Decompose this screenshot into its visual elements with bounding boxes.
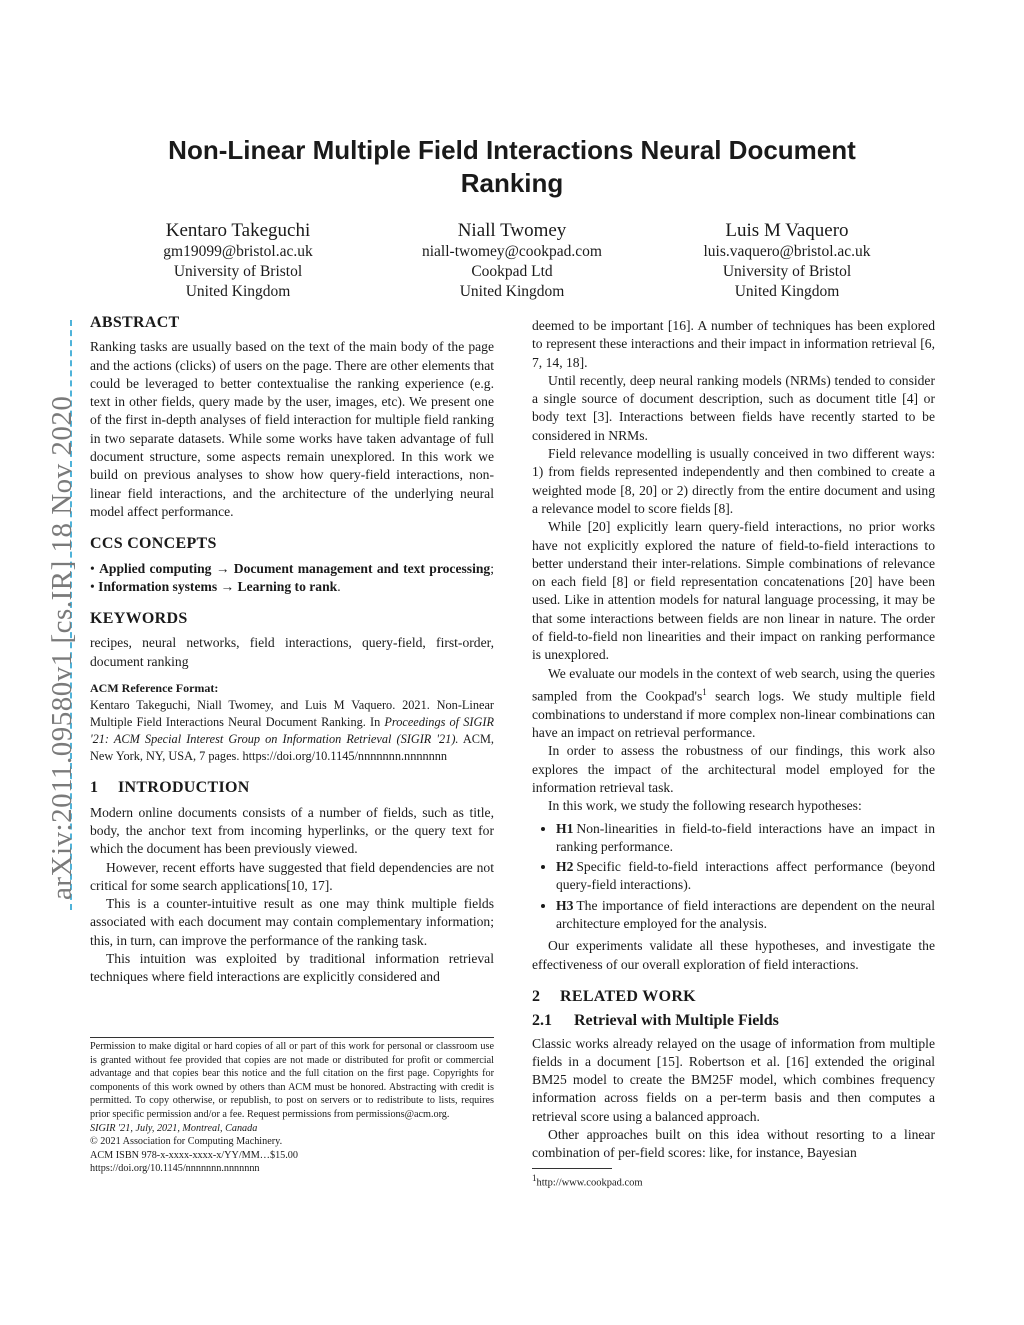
ccs-concept-2: Information systems	[98, 578, 218, 594]
related-paragraph: Classic works already relayed on the usage of information from multiple fields in a document [15]. Robertson et al. [16] extended the original BM25 model to create the BM25F model, which combines frequency information across fields on a per-term basis and then computes a retrieval score using a balanced approach.	[532, 1035, 935, 1124]
author-country: United Kingdom	[185, 283, 291, 300]
author-3	[657, 220, 917, 302]
acm-ref-text	[90, 697, 494, 765]
conference-line: SIGIR '21, July, 2021, Montreal, Canada	[90, 1122, 258, 1134]
related-paragraph: Other approaches built on this idea without resorting to a linear combination of per-field scores: like, for instance, Bayesian	[532, 1127, 935, 1161]
acm-ref-publisher[interactable]: ACM, New York, NY, USA, 7 pages. https://doi.org/10.1145/nnnnnnn.nnnnnnn	[90, 732, 494, 764]
subsection-number: 2.1	[532, 1012, 552, 1030]
hypothesis-text: The importance of field interactions are dependent on the neural architecture employed for the analysis.	[556, 897, 935, 932]
arxiv-identifier[interactable]: arXiv:2011.09580v1 [cs.IR] 18 Nov 2020	[46, 395, 78, 900]
paper-title: Non-Linear Multiple Field Interactions Neural Document Ranking	[168, 135, 856, 198]
acm-ref-heading: ACM Reference Format:	[90, 681, 219, 696]
left-column	[90, 314, 494, 987]
subsection-title: Retrieval with Multiple Fields	[574, 1012, 779, 1030]
ccs-bullet: •	[90, 578, 95, 594]
intro-paragraph: Our experiments validate all these hypotheses, and investigate the effectiveness of our overall exploration of field interactions.	[532, 938, 935, 972]
abstract-text: Ranking tasks are usually based on the text of the main body of the page and the actions (clicks) of users on the page. There are other elements that could be leveraged to better contextualise the ranking experience (e.g. text in other fields, query made by the user, images, etc). We present one of the first in-depth analyses of field interaction for multiple field ranking in two separate datasets. While some works have taken advantage of full document structure, some aspects remain unexplored. In this work we build on previous analyses to show how query-field interactions, non-linear field interactions, and the architecture of the underlying neural model affect performance.	[90, 339, 494, 519]
ccs-concept-1-sub: Document management and text processing	[233, 560, 491, 576]
footnote-number: 1	[532, 1173, 537, 1183]
ccs-heading: CCS CONCEPTS	[90, 535, 217, 553]
list-item	[556, 897, 935, 934]
author-affiliation: Cookpad Ltd	[471, 263, 553, 280]
intro-paragraph: However, recent efforts have suggested that field dependencies are not critical for some search applications[10, 17].	[90, 859, 494, 893]
author-email[interactable]: luis.vaquero@bristol.ac.uk	[703, 243, 871, 260]
hypothesis-text: Specific field-to-field interactions affect performance (beyond query-field interactions).	[556, 859, 935, 893]
author-country: United Kingdom	[734, 283, 840, 300]
right-column	[532, 317, 935, 1163]
intro-paragraph: Field relevance modelling is usually conceived in two different ways: 1) from fields represented independently and then combined to create a weighted mode [8, 20] or 2) directly from the entire document and using a relevance model to score fields [8].	[532, 446, 935, 516]
intro-paragraph: While [20] explicitly learn query-field interactions, no prior works have not explicitly explored the nature of field-to-field interactions to better understand their inter-relations. Simple combinations of relevance on each field [8] or field representation concatenations [20] have been used. Like in attention models for natural language processing, it may be that some interactions between fields are non linear in nature. The order of field-to-field non linearities and their impact on ranking performance is unexplored.	[532, 519, 935, 663]
abstract-heading: ABSTRACT	[90, 314, 180, 331]
intro-paragraph: In order to assess the robustness of our findings, this work also explores the impact of the architectural model employed for the information retrieval task.	[532, 743, 935, 795]
author-1	[108, 220, 368, 302]
acm-ref-venue: Proceedings of SIGIR '21: ACM Special Interest Group on Information Retrieval (SIGIR '21).	[90, 715, 494, 747]
intro-paragraph: In this work, we study the following research hypotheses:	[548, 798, 862, 814]
list-item	[556, 820, 935, 857]
ccs-concept-1: Applied computing	[99, 560, 212, 576]
hypotheses-list	[532, 820, 935, 934]
permission-notice	[90, 1037, 494, 1176]
ccs-bullet: •	[90, 560, 95, 576]
intro-heading	[90, 779, 494, 797]
author-name: Niall Twomey	[457, 220, 567, 241]
isbn-line: ACM ISBN 978-x-xxxx-xxxx-x/YY/MM…$15.00	[90, 1149, 298, 1161]
keywords-heading: KEYWORDS	[90, 610, 188, 628]
doi-link[interactable]: https://doi.org/10.1145/nnnnnnn.nnnnnnn	[90, 1163, 260, 1175]
section-title: INTRODUCTION	[118, 779, 250, 797]
intro-paragraph: deemed to be important [16]. A number of techniques has been explored to represent these interactions and their impact in information retrieval [6, 7, 14, 18].	[532, 318, 935, 370]
hypothesis-text: Non-linearities in field-to-field interactions have an impact in ranking performance.	[556, 820, 935, 854]
intro-paragraph	[532, 665, 935, 743]
author-country: United Kingdom	[459, 283, 565, 300]
ccs-concept-2-sub: Learning to rank	[237, 578, 338, 594]
arrow-icon: →	[220, 578, 235, 594]
list-item	[556, 858, 935, 895]
author-name: Kentaro Takeguchi	[165, 220, 311, 241]
related-work-heading	[532, 988, 935, 1006]
author-name: Luis M Vaquero	[725, 220, 849, 241]
footnote-url[interactable]: http://www.cookpad.com	[536, 1177, 643, 1189]
acm-ref-authors: Kentaro Takeguchi, Niall Twomey, and Luis M Vaquero. 2021. Non-Linear Multiple Field Interactions Neural Document Ranking. In	[90, 698, 494, 730]
copyright-line: © 2021 Association for Computing Machinery.	[90, 1136, 283, 1148]
author-affiliation: University of Bristol	[722, 263, 852, 280]
footnote-mark[interactable]: 1	[702, 686, 707, 697]
intro-paragraph: Until recently, deep neural ranking models (NRMs) tended to consider a single source of document description, such as document title [4] or body text [3]. Interactions between fields have recently started to be considered in NRMs.	[532, 372, 935, 443]
footnote-text	[532, 1171, 935, 1191]
arrow-icon: →	[215, 560, 230, 576]
intro-text: We evaluate our models in the context of web search, using the queries sampled from the Cookpad's	[532, 665, 935, 704]
intro-text: search logs. We study multiple field combinations to understand if more complex non-linear combinations can have an impact on retrieval performance.	[532, 688, 935, 741]
hypothesis-label: H2	[556, 859, 574, 875]
author-email[interactable]: niall-twomey@cookpad.com	[422, 243, 602, 260]
footnote-rule	[532, 1168, 612, 1169]
author-email[interactable]: gm19099@bristol.ac.uk	[163, 243, 313, 260]
ccs-separator: ;	[490, 560, 494, 576]
keywords-text: recipes, neural networks, field interactions, query-field, first-order, document ranking	[90, 635, 494, 669]
intro-paragraph: This is a counter-intuitive result as one may think multiple fields associated with each document may contain complementary information; this, in turn, can improve the performance of the ranking task.	[90, 896, 494, 948]
ccs-end: .	[337, 578, 341, 594]
section-number: 1	[90, 779, 99, 797]
intro-paragraph: This intuition was exploited by traditional information retrieval techniques where field interactions are explicitly considered and	[90, 951, 494, 985]
hypothesis-label: H1	[556, 820, 574, 836]
author-affiliation: University of Bristol	[173, 263, 303, 280]
section-number: 2	[532, 987, 541, 1005]
section-title: RELATED WORK	[560, 987, 696, 1005]
ccs-concepts	[90, 560, 494, 597]
permission-text: Permission to make digital or hard copies of all or part of this work for personal or classroom use is granted without fee provided that copies are not made or distributed for profit or commercial advantage and that copies bear this notice and the full citation on the first page. Copyrights for components of this work owned by others than ACM must be honored. Abstracting with credit is permitted. To copy otherwise, or republish, to post on servers or to redistribute to lists, requires prior specific permission and/or a fee. Request permissions from permissions@acm.org.	[90, 1041, 494, 1120]
footnote	[532, 1168, 935, 1191]
intro-paragraph: Modern online documents consists of a number of fields, such as title, body, the anchor text from incoming hyperlinks, or the query text for which the document has been previously viewed.	[90, 804, 494, 857]
hypothesis-label: H3	[556, 897, 574, 913]
author-2	[382, 220, 642, 302]
subsection-heading	[532, 1012, 935, 1030]
